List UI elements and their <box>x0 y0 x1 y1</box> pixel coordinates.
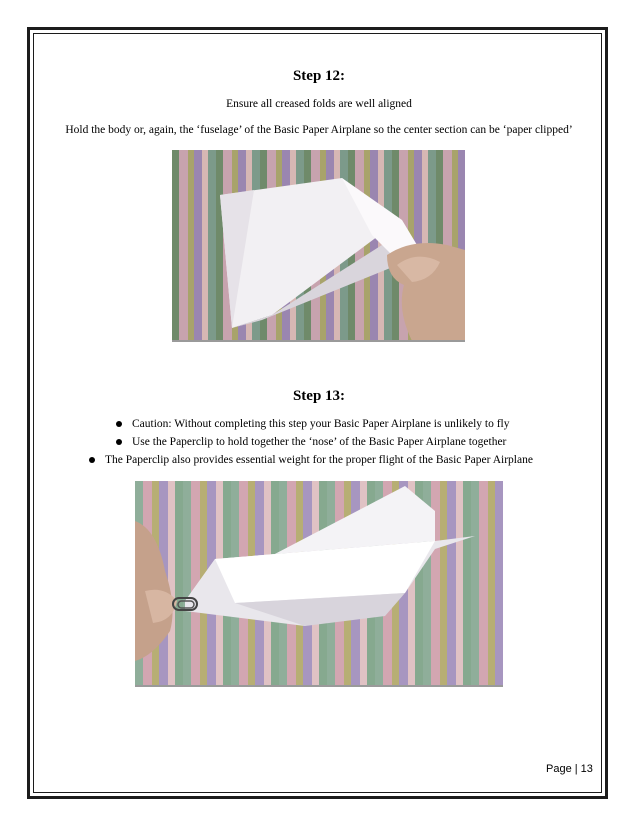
step-13-heading: Step 13: <box>292 388 346 404</box>
step-13-bullet-list-outdented <box>105 451 533 469</box>
step-12-instruction-2: Hold the body or, again, the ‘fuselage’ of the Basic Paper Airplane so the center section can be ‘paper clipped’ <box>65 124 573 136</box>
step-13-photo-rule <box>135 685 503 687</box>
step-12-photo-rule <box>172 340 465 342</box>
step-13-photo <box>135 481 503 685</box>
page-number: Page | 13 <box>546 763 593 775</box>
list-item: Use the Paperclip to hold together the ‘nose’ of the Basic Paper Airplane together <box>132 433 510 451</box>
step-13-bullet-list <box>132 415 510 451</box>
list-item: The Paperclip also provides essential weight for the proper flight of the Basic Paper Airplane <box>105 451 533 469</box>
step-12-photo <box>172 150 465 341</box>
step-12-instruction-1: Ensure all creased folds are well aligned <box>226 98 412 110</box>
list-item: Caution: Without completing this step your Basic Paper Airplane is unlikely to fly <box>132 415 510 433</box>
step-12-heading: Step 12: <box>292 68 346 84</box>
